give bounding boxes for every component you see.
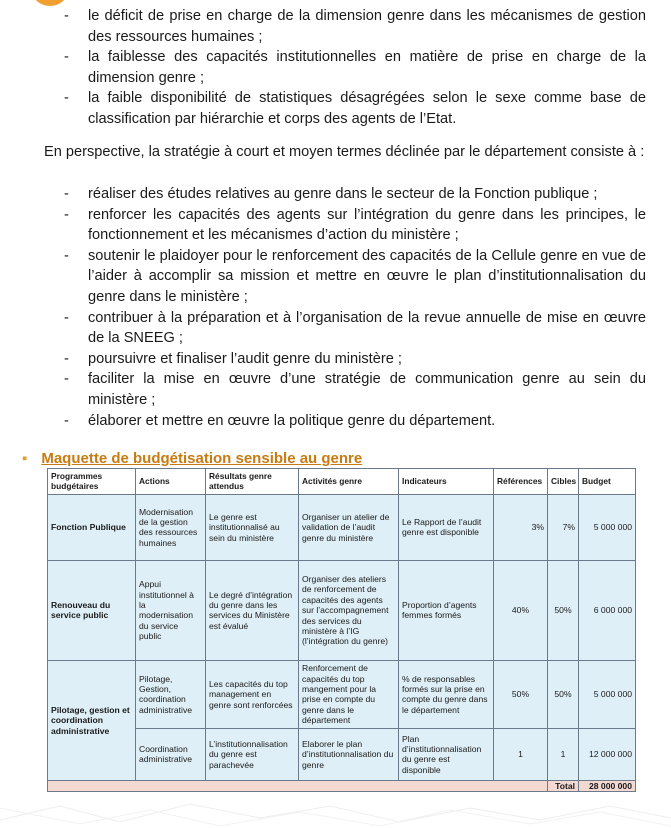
result-cell: L’institutionnalisation du genre est parachevée bbox=[206, 728, 299, 780]
programme-cell: Renouveau du service public bbox=[48, 560, 136, 660]
action-cell: Appui institutionnel à la modernisation du service public bbox=[136, 560, 206, 660]
budget-table bbox=[47, 468, 636, 792]
activity-cell: Renforcement de capacités du top mangement pour la prise en compte du genre dans le département bbox=[299, 660, 399, 728]
budget-cell: 5 000 000 bbox=[579, 660, 636, 728]
table-row bbox=[48, 728, 636, 780]
budget-cell: 6 000 000 bbox=[579, 560, 636, 660]
column-header: Indicateurs bbox=[399, 469, 494, 495]
section-title: ▪ Maquette de budgétisation sensible au genre bbox=[22, 450, 363, 467]
indicator-cell: Plan d’institutionnalisation du genre est disponible bbox=[399, 728, 494, 780]
deficit-list bbox=[44, 6, 646, 130]
action-cell: Pilotage, Gestion, coordination administrative bbox=[136, 660, 206, 728]
footer-decoration bbox=[0, 800, 671, 828]
list-item: - soutenir le plaidoyer pour le renforcement des capacités de la Cellule genre en vue de l’aider à accomplir sa mission et mettre en œuvre le plan d’institutionnalisation du genre dans le ministère ; bbox=[64, 247, 646, 305]
column-header: Programmes budgétaires bbox=[48, 469, 136, 495]
activity-cell: Organiser des ateliers de renforcement de capacités des agents sur l’accompagnement des services du ministère à l’IG (l’intégration du genre) bbox=[299, 560, 399, 660]
list-item: - faciliter la mise en œuvre d’une stratégie de communication genre au sein du ministère ; bbox=[64, 371, 646, 408]
list-item: - la faiblesse des capacités institutionnelles en matière de prise en charge de la dimension genre ; bbox=[64, 49, 646, 86]
list-item: - contribuer à la préparation et à l’organisation de la revue annuelle de mise en œuvre de la SNEEG ; bbox=[64, 309, 646, 347]
indicator-cell: % de responsables formés sur la prise en compte du genre dans le département bbox=[399, 660, 494, 728]
target-cell: 1 bbox=[548, 728, 579, 780]
table-row bbox=[48, 560, 636, 660]
budget-cell: 5 000 000 bbox=[579, 494, 636, 560]
target-cell: 50% bbox=[548, 660, 579, 728]
list-item: - poursuivre et finaliser l’audit genre du ministère ; bbox=[64, 350, 402, 367]
indicator-cell: Le Rapport de l’audit genre est disponible bbox=[399, 494, 494, 560]
reference-cell: 40% bbox=[494, 560, 548, 660]
column-header: Références bbox=[494, 469, 548, 495]
reference-cell: 3% bbox=[494, 494, 548, 560]
indicator-cell: Proportion d’agents femmes formés bbox=[399, 560, 494, 660]
column-header: Activités genre bbox=[299, 469, 399, 495]
bullet-icon: ▪ bbox=[22, 450, 28, 467]
total-value: 28 000 000 bbox=[579, 780, 636, 791]
column-header: Résultats genre attendus bbox=[206, 469, 299, 495]
target-cell: 7% bbox=[548, 494, 579, 560]
total-row bbox=[48, 780, 636, 791]
activity-cell: Elaborer le plan d’institutionnalisation du genre bbox=[299, 728, 399, 780]
table-row bbox=[48, 660, 636, 728]
column-header: Cibles bbox=[548, 469, 579, 495]
strategy-list bbox=[44, 184, 646, 431]
total-label: Total bbox=[548, 780, 579, 791]
list-item: - élaborer et mettre en œuvre la politique genre du département. bbox=[64, 412, 496, 429]
result-cell: Le genre est institutionnalisé au sein du ministère bbox=[206, 494, 299, 560]
action-cell: Modernisation de la gestion des ressources humaines bbox=[136, 494, 206, 560]
table-header-row bbox=[48, 469, 636, 495]
list-item: - la faible disponibilité de statistiques désagrégées selon le sexe comme base de classification par hiérarchie et corps des agents de l’Etat. bbox=[64, 90, 646, 127]
list-item: - réaliser des études relatives au genre dans le secteur de la Fonction publique ; bbox=[64, 186, 598, 202]
reference-cell: 50% bbox=[494, 660, 548, 728]
table-row bbox=[48, 494, 636, 560]
perspective-paragraph: En perspective, la stratégie à court et moyen termes déclinée par le département consiste à : bbox=[44, 144, 645, 160]
target-cell: 50% bbox=[548, 560, 579, 660]
action-cell: Coordination administrative bbox=[136, 728, 206, 780]
column-header: Actions bbox=[136, 469, 206, 495]
list-item: - renforcer les capacités des agents sur l’intégration du genre dans les principes, le fonctionnement et les mécanismes d’action du ministère ; bbox=[64, 206, 646, 244]
result-cell: Les capacités du top management en genre sont renforcées bbox=[206, 660, 299, 728]
list-item: - le déficit de prise en charge de la dimension genre dans les mécanismes de gestion des ressources humaines ; bbox=[64, 8, 646, 45]
programme-cell: Fonction Publique bbox=[48, 494, 136, 560]
result-cell: Le degré d’intégration du genre dans les services du Ministère est évalué bbox=[206, 560, 299, 660]
column-header: Budget bbox=[579, 469, 636, 495]
reference-cell: 1 bbox=[494, 728, 548, 780]
activity-cell: Organiser un atelier de validation de l’audit genre du ministère bbox=[299, 494, 399, 560]
programme-cell: Pilotage, gestion et coordination administrative bbox=[48, 660, 136, 780]
budget-cell: 12 000 000 bbox=[579, 728, 636, 780]
